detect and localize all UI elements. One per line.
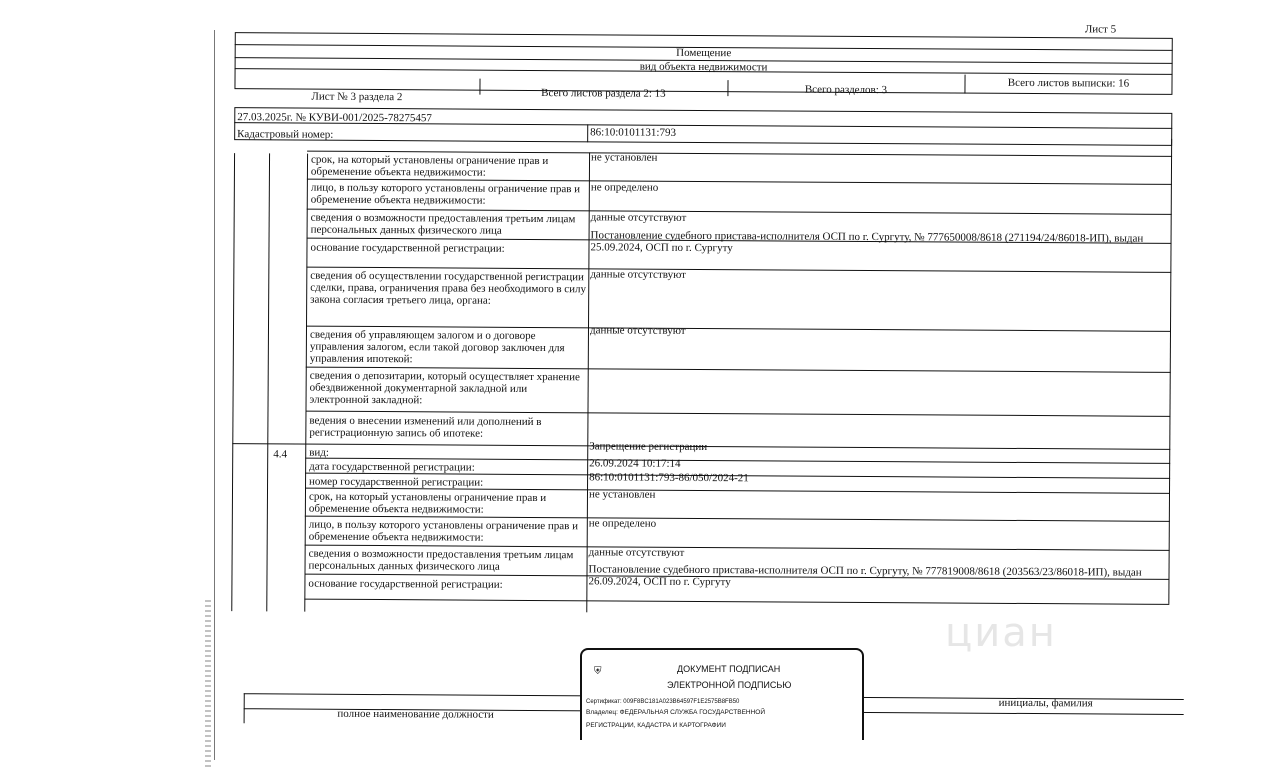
sheet-section: Лист № 3 раздела 2 (311, 90, 403, 104)
e-signature-stamp (580, 648, 864, 740)
row-a-label: сведения об управляющем залогом и о договоре управления залогом, если такой договор заключен для управления ипотекой: (309, 328, 565, 366)
total-sheets-section: Всего листов раздела 2: 13 (541, 87, 666, 100)
total-sections: Всего разделов: 3 (804, 83, 888, 97)
row-a-label: сведения о возможности предоставления третьим лицам персональных данных физического лица (310, 211, 576, 237)
row-a-value: не определено (590, 181, 659, 194)
date-number: 27.03.2025г. № КУВИ-001/2025-78275457 (237, 111, 432, 125)
row-b-label: срок, на который установлены ограничение прав и обременение объекта недвижимости: (308, 490, 547, 516)
row-b-value: не определено (588, 517, 657, 530)
emblem-icon: ⛨ (594, 666, 602, 677)
row-b-value: 86:10:0101131:793-86/050/2024-21 (589, 471, 749, 485)
row-b-label: сведения о возможности предоставления третьим лицам персональных данных физического лица (308, 547, 574, 573)
row-b-label: основание государственной регистрации: (308, 577, 503, 591)
stamp-cert: Сертификат: 009F8BC181A023B64597F1E2575B8FB50 (586, 699, 740, 705)
cadastral-value: 86:10:0101131:793 (590, 126, 676, 139)
cadastral-label: Кадастровый номер: (237, 128, 334, 141)
stamp-line2: ЭЛЕКТРОННОЙ ПОДПИСЬЮ (667, 680, 792, 690)
row-a-value: Постановление судебного пристава-исполнителя ОСП по г. Сургуту, № 777650008/8618 (271194/24/86018-ИП), выдан 25.09.2024, ОСП по г. Сургуту (590, 229, 1144, 255)
row-a-label: сведения об осуществлении государственной регистрации сделки, права, ограничения права без необходимого в силу закона согласия третьего лица, органа: (310, 269, 587, 307)
stamp-owner: Владелец: ФЕДЕРАЛЬНАЯ СЛУЖБА ГОСУДАРСТВЕННОЙ (586, 709, 766, 716)
row-a-value: данные отсутствуют (590, 268, 687, 281)
sheet-number: Лист 5 (1084, 23, 1117, 36)
row-b-value: данные отсутствуют (588, 546, 685, 559)
row-a-label: лицо, в пользу которого установлены ограничение прав и обременение объекта недвижимости: (310, 181, 581, 207)
position-label: полное наименование должности (337, 707, 494, 721)
object-type: Помещение (676, 46, 732, 60)
row-b-value: Запрещение регистрации (589, 440, 708, 454)
row-b-label: номер государственной регистрации: (309, 475, 484, 489)
row-a-label: основание государственной регистрации: (310, 241, 505, 255)
row-a-label: ведения о внесении изменений или дополнений в регистрационную запись об ипотеке: (309, 414, 542, 440)
stamp-line1: ДОКУМЕНТ ПОДПИСАН (677, 664, 781, 674)
row-b-label: лицо, в пользу которого установлены ограничение прав и обременение объекта недвижимости: (308, 518, 579, 544)
row-b-value: не установлен (588, 488, 656, 501)
row-b-value: 26.09.2024 10:17:14 (589, 457, 681, 470)
row-b-label: дата государственной регистрации: (309, 460, 475, 474)
row-a-value: данные отсутствуют (590, 211, 687, 224)
stamp-owner2: РЕГИСТРАЦИИ, КАДАСТРА И КАРТОГРАФИИ (586, 722, 726, 729)
total-sheets-extract: Всего листов выписки: 16 (1007, 76, 1130, 90)
name-label: инициалы, фамилия (998, 696, 1093, 710)
row-a-value: не установлен (591, 151, 658, 164)
section-number: 4.4 (273, 448, 288, 461)
row-b-label: вид: (309, 446, 330, 459)
row-a-label: срок, на который установлены ограничение прав и обременение объекта недвижимости: (310, 153, 549, 179)
watermark-logo: циан (945, 610, 1057, 656)
row-a-value: данные отсутствуют (589, 324, 686, 337)
row-a-label: сведения о депозитарии, который осуществляет хранение обездвиженной документарной закладной или электронной закладной: (309, 369, 581, 407)
object-type-label: вид объекта недвижимости (639, 60, 768, 74)
row-b-value: Постановление судебного пристава-исполнителя ОСП по г. Сургуту, № 777819008/8618 (203563/23/86018-ИП), выдан 26.09.2024, ОСП по г. Сургуту (588, 563, 1142, 589)
